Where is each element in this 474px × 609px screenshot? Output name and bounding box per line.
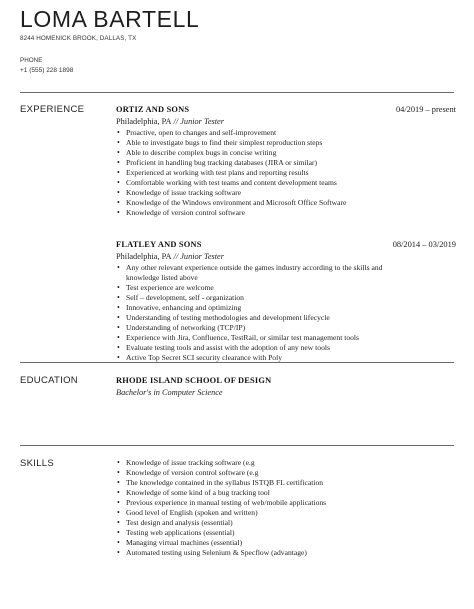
skills-entry [116,458,456,558]
bullet-item: • Active Top Secret SCI security clearance with Poly [116,353,456,363]
education-heading: EDUCATION [20,375,78,386]
degree: Bachelor's in Computer Science [116,388,223,397]
bullet-item: • Knowledge of issue tracking software [116,188,456,198]
company-name: FLATLEY AND SONS [116,240,202,249]
job-location: Philadelphia, PA [116,252,172,261]
skill-item: • Previous experience in manual testing of web/mobile applications [116,498,456,508]
bullet-item: • Proficient in handling bug tracking databases (JIRA or similar) [116,158,456,168]
company-name: ORTIZ AND SONS [116,105,190,114]
job-entry-1 [116,105,456,218]
bullet-item: • Able to investigate bugs to find their simplest reproduction steps [116,138,456,148]
job-subtitle [116,252,456,261]
skill-item: • Good level of English (spoken and written) [116,508,456,518]
education-entry [116,376,456,397]
job-location: Philadelphia, PA [116,117,172,126]
skill-item: • Automated testing using Selenium & Specflow (advantage) [116,548,456,558]
skill-item: • Test design and analysis (essential) [116,518,456,528]
section-divider [20,445,454,446]
job-bullets [116,263,456,363]
candidate-name: LOMA BARTELL [20,6,200,32]
skill-item: • The knowledge contained in the syllabus ISTQB FL certification [116,478,456,488]
skills-list [116,458,456,558]
skill-item: • Knowledge of issue tracking software (e.g [116,458,456,468]
bullet-item: • Knowledge of the Windows environment and Microsoft Office Software [116,198,456,208]
job-title: Junior Tester [180,117,224,126]
separator: // [171,252,181,261]
address: 8244 HOMENICK BROOK, DALLAS, TX [20,35,137,42]
experience-heading: EXPERIENCE [20,104,85,115]
job-subtitle [116,117,456,126]
bullet-item: • Knowledge of version control software [116,208,456,218]
bullet-item: • Innovative, enhancing and optimizing [116,303,456,313]
job-dates: 08/2014 – 03/2019 [392,240,456,249]
bullet-item: • Self – development, self - organization [116,293,456,303]
skill-item: • Managing virtual machines (essential) [116,538,456,548]
job-dates: 04/2019 – present [395,105,456,114]
bullet-item: • Any other relevant experience outside the games industry according to the skills and [116,263,456,273]
skill-item: • Testing web applications (essential) [116,528,456,538]
bullet-item: • Able to describe complex bugs in concise writing [116,148,456,158]
skill-item: • Knowledge of some kind of a bug tracking tool [116,488,456,498]
skill-item: • Knowledge of version control software (e.g [116,468,456,478]
section-divider [20,92,454,93]
bullet-item: • Comfortable working with test teams and content development teams [116,178,456,188]
bullet-item: • Experienced at working with test plans and reporting results [116,168,456,178]
school-name: RHODE ISLAND SCHOOL OF DESIGN [116,376,272,385]
bullet-item: • Proactive, open to changes and self-improvement [116,128,456,138]
bullet-continuation: knowledge listed above [126,273,198,282]
bullet-item: • Understanding of testing methodologies and development lifecycle [116,313,456,323]
separator: // [171,117,181,126]
job-bullets [116,128,456,218]
bullet-item: • Experience with Jira, Confluence, TestRail, or similar test management tools [116,333,456,343]
bullet-item: • Understanding of networking (TCP/IP) [116,323,456,333]
phone-label: PHONE [20,57,43,64]
bullet-item: • Test experience are welcome [116,283,456,293]
bullet-item: • Evaluate testing tools and assist with the adoption of any new tools [116,343,456,353]
phone-number: +1 (555) 228 1898 [20,67,74,74]
section-divider [20,362,454,363]
job-title: Junior Tester [180,252,224,261]
job-entry-2 [116,240,456,363]
skills-heading: SKILLS [20,458,55,469]
